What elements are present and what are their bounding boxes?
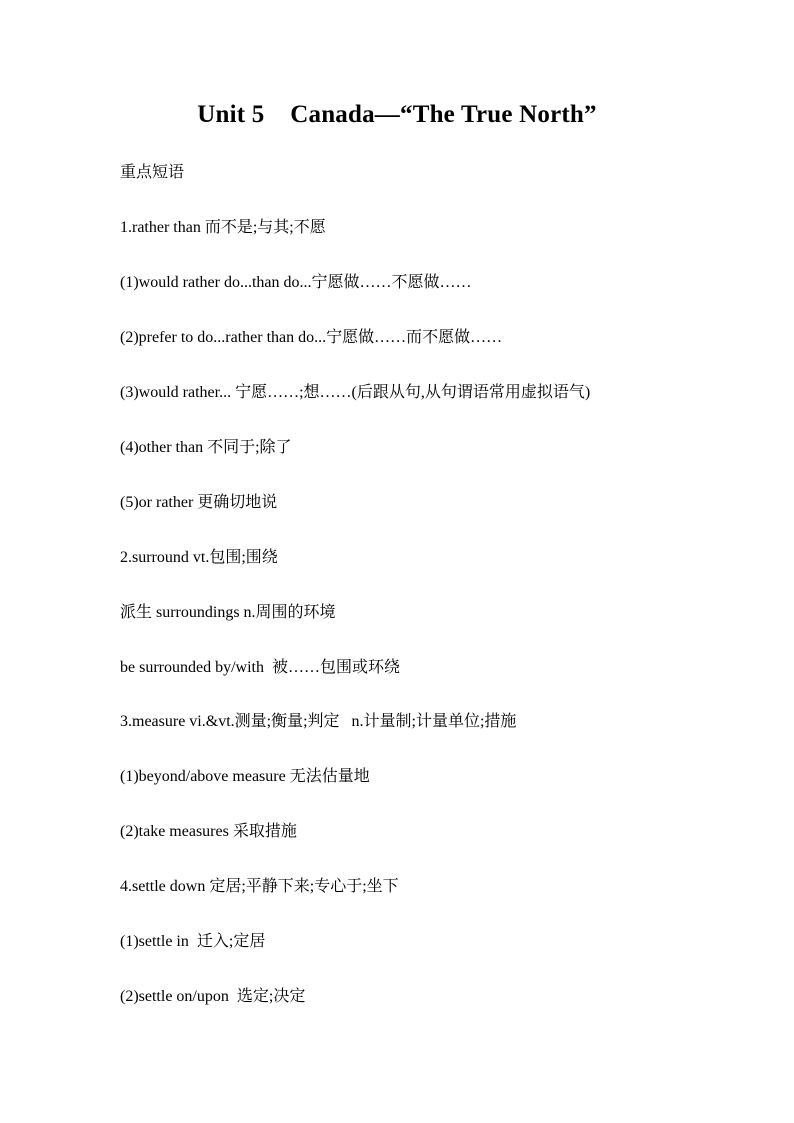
phrase-entry: (3)would rather... 宁愿……;想……(后跟从句,从句谓语常用虚拟语气) bbox=[120, 384, 591, 401]
phrase-entry: 3.measure vi.&vt.测量;衡量;判定 n.计量制;计量单位;措施 bbox=[120, 713, 517, 730]
page-title: Unit 5 Canada—“The True North” bbox=[197, 101, 597, 128]
phrase-entry: (2)settle on/upon 选定;决定 bbox=[120, 988, 306, 1005]
phrase-entry: (2)prefer to do...rather than do...宁愿做……而不愿做…… bbox=[120, 329, 503, 346]
phrase-entry: (1)would rather do...than do...宁愿做……不愿做…… bbox=[120, 274, 472, 291]
phrase-entry: 派生 surroundings n.周围的环境 bbox=[120, 604, 336, 621]
phrase-entry: be surrounded by/with 被……包围或环绕 bbox=[120, 659, 400, 676]
phrase-entry: (1)settle in 迁入;定居 bbox=[120, 933, 266, 950]
phrase-entry: (1)beyond/above measure 无法估量地 bbox=[120, 768, 370, 785]
phrase-entry: (5)or rather 更确切地说 bbox=[120, 494, 278, 511]
phrase-entry: 1.rather than 而不是;与其;不愿 bbox=[120, 219, 326, 236]
phrase-entry: 4.settle down 定居;平静下来;专心于;坐下 bbox=[120, 878, 399, 895]
phrase-entry: 2.surround vt.包围;围绕 bbox=[120, 549, 278, 566]
phrase-entry: (4)other than 不同于;除了 bbox=[120, 439, 292, 456]
phrase-entry: (2)take measures 采取措施 bbox=[120, 823, 297, 840]
section-heading: 重点短语 bbox=[120, 164, 185, 181]
